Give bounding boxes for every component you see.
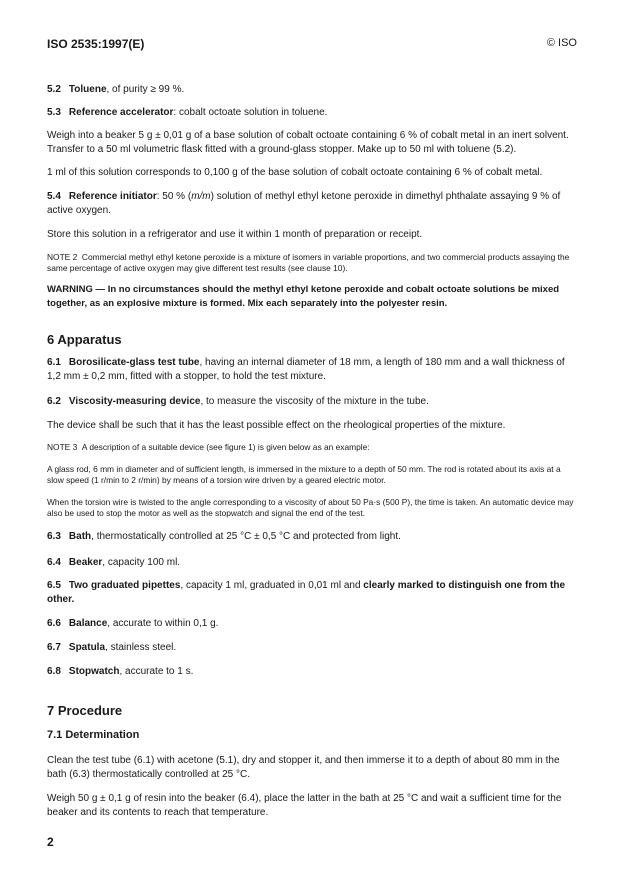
paragraph: Weigh 50 g ± 0,1 g of resin into the beaker (6.4), place the latter in the bath at 25 °C and wait a sufficient time for the beaker and its contents to reach that temperature. xyxy=(47,793,562,818)
clause-6-5 xyxy=(47,579,577,606)
clause-title: Viscosity-measuring device xyxy=(68,396,201,407)
paragraph: The device shall be such that it has the least possible effect on the rheological properties of the mixture. xyxy=(47,420,506,431)
note-label: NOTE 3 xyxy=(47,442,78,452)
warning: WARNING — In no circumstances should the methyl ethyl ketone peroxide and cobalt octoate solutions be mixed together, as an explosive mixture is formed. Mix each separately into the polyester resin. xyxy=(47,284,560,309)
clause-number: 5.2 xyxy=(47,84,61,95)
clause-text: , having an internal diameter of 18 mm, a length of 180 mm and a wall thickness of 1,2 mm ± 0,2 mm, fitted with a stopper, to hold the test mixture. xyxy=(47,357,565,382)
clause-title: Bath xyxy=(68,531,92,542)
clause-title: Reference accelerator xyxy=(68,107,174,118)
clause-text: , capacity 1 ml, graduated in 0,01 ml and xyxy=(180,580,364,591)
clause-5-3 xyxy=(47,106,577,120)
copyright-mark: © ISO xyxy=(546,37,577,49)
note-text: A description of a suitable device (see figure 1) is given below as an example: xyxy=(81,442,370,452)
clause-text: , stainless steel. xyxy=(105,642,177,653)
clause-6-7 xyxy=(47,641,577,655)
paragraph: 1 ml of this solution corresponds to 0,100 g of the base solution of cobalt octoate containing 6 % of cobalt metal. xyxy=(47,167,543,178)
clause-title: Reference initiator xyxy=(68,191,157,202)
clause-title: Two graduated pipettes xyxy=(68,580,181,591)
note-label: NOTE 2 xyxy=(47,252,78,262)
clause-6-6 xyxy=(47,617,577,631)
clause-text: ) solution of methyl ethyl ketone peroxide in dimethyl phthalate assaying 9 % of active oxygen. xyxy=(47,191,561,216)
clause-number: 5.4 xyxy=(47,191,61,202)
note-2 xyxy=(47,252,577,274)
clause-number: 5.3 xyxy=(47,107,61,118)
clause-number: 6.6 xyxy=(47,618,61,629)
clause-6-4 xyxy=(47,556,577,570)
clause-text: : 50 % ( xyxy=(156,191,192,202)
clause-number: 6.7 xyxy=(47,642,61,653)
clause-6-3 xyxy=(47,530,577,544)
paragraph: Store this solution in a refrigerator and use it within 1 month of preparation or receipt. xyxy=(47,229,423,240)
paragraph: Weigh into a beaker 5 g ± 0,01 g of a base solution of cobalt octoate containing 6 % of cobalt metal in an inert solvent. Transfer to a 50 ml volumetric flask fitted with a ground-glass stopper. Make up to 50 ml with toluene (5.2). xyxy=(47,130,569,155)
section-heading-apparatus: 6 Apparatus xyxy=(47,332,122,347)
clause-text: , accurate to within 0,1 g. xyxy=(107,618,219,629)
clause-5-2 xyxy=(47,83,577,97)
clause-text: , capacity 100 ml. xyxy=(102,557,181,568)
clause-text: , thermostatically controlled at 25 °C ± 0,5 °C and protected from light. xyxy=(91,531,401,542)
note-text: Commercial methyl ethyl ketone peroxide is a mixture of isomers in variable proportions, and two commercial products assaying the same percentage of active oxygen may give different test results (see clause 10). xyxy=(47,252,570,273)
clause-number: 6.3 xyxy=(47,531,61,542)
clause-title: Spatula xyxy=(68,642,106,653)
subsection-heading-determination: 7.1 Determination xyxy=(47,729,140,741)
paragraph: Clean the test tube (6.1) with acetone (5.1), dry and stopper it, and then immerse it to a depth of about 80 mm in the bath (6.3) thermostatically controlled at 25 °C. xyxy=(47,755,560,780)
clause-text: : cobalt octoate solution in toluene. xyxy=(173,107,328,118)
document-id: ISO 2535:1997(E) xyxy=(47,37,145,51)
clause-number: 6.5 xyxy=(47,580,61,591)
clause-title: Beaker xyxy=(68,557,103,568)
clause-6-2 xyxy=(47,395,577,409)
clause-text-italic: m/m xyxy=(191,191,211,202)
note-3 xyxy=(47,442,577,453)
clause-number: 6.2 xyxy=(47,396,61,407)
clause-5-4 xyxy=(47,190,577,217)
clause-title: Toluene xyxy=(68,84,107,95)
clause-title: Stopwatch xyxy=(68,666,120,677)
clause-text-bold: clearly marked to distinguish one from the other. xyxy=(47,580,566,605)
note-paragraph: When the torsion wire is twisted to the angle corresponding to a viscosity of about 50 Pa·s (500 P), the time is taken. An automatic device may also be used to stop the motor as well as the stopwatch and signal the end of the test. xyxy=(47,497,574,518)
clause-number: 6.8 xyxy=(47,666,61,677)
page-number: 2 xyxy=(47,835,54,849)
section-heading-procedure: 7 Procedure xyxy=(47,703,123,718)
clause-6-8 xyxy=(47,665,577,679)
clause-6-1 xyxy=(47,356,577,383)
clause-text: , to measure the viscosity of the mixture in the tube. xyxy=(200,396,429,407)
clause-number: 6.1 xyxy=(47,357,61,368)
clause-title: Balance xyxy=(68,618,108,629)
clause-text: , accurate to 1 s. xyxy=(119,666,194,677)
clause-title: Borosilicate-glass test tube xyxy=(68,357,200,368)
note-paragraph: A glass rod, 6 mm in diameter and of sufficient length, is immersed in the mixture to a depth of 50 mm. The rod is rotated about its axis at a slow speed (1 r/min to 2 r/min) by means of a torsion wire driven by a geared electric motor. xyxy=(47,464,561,485)
clause-text: , of purity ≥ 99 %. xyxy=(106,84,185,95)
clause-number: 6.4 xyxy=(47,557,61,568)
